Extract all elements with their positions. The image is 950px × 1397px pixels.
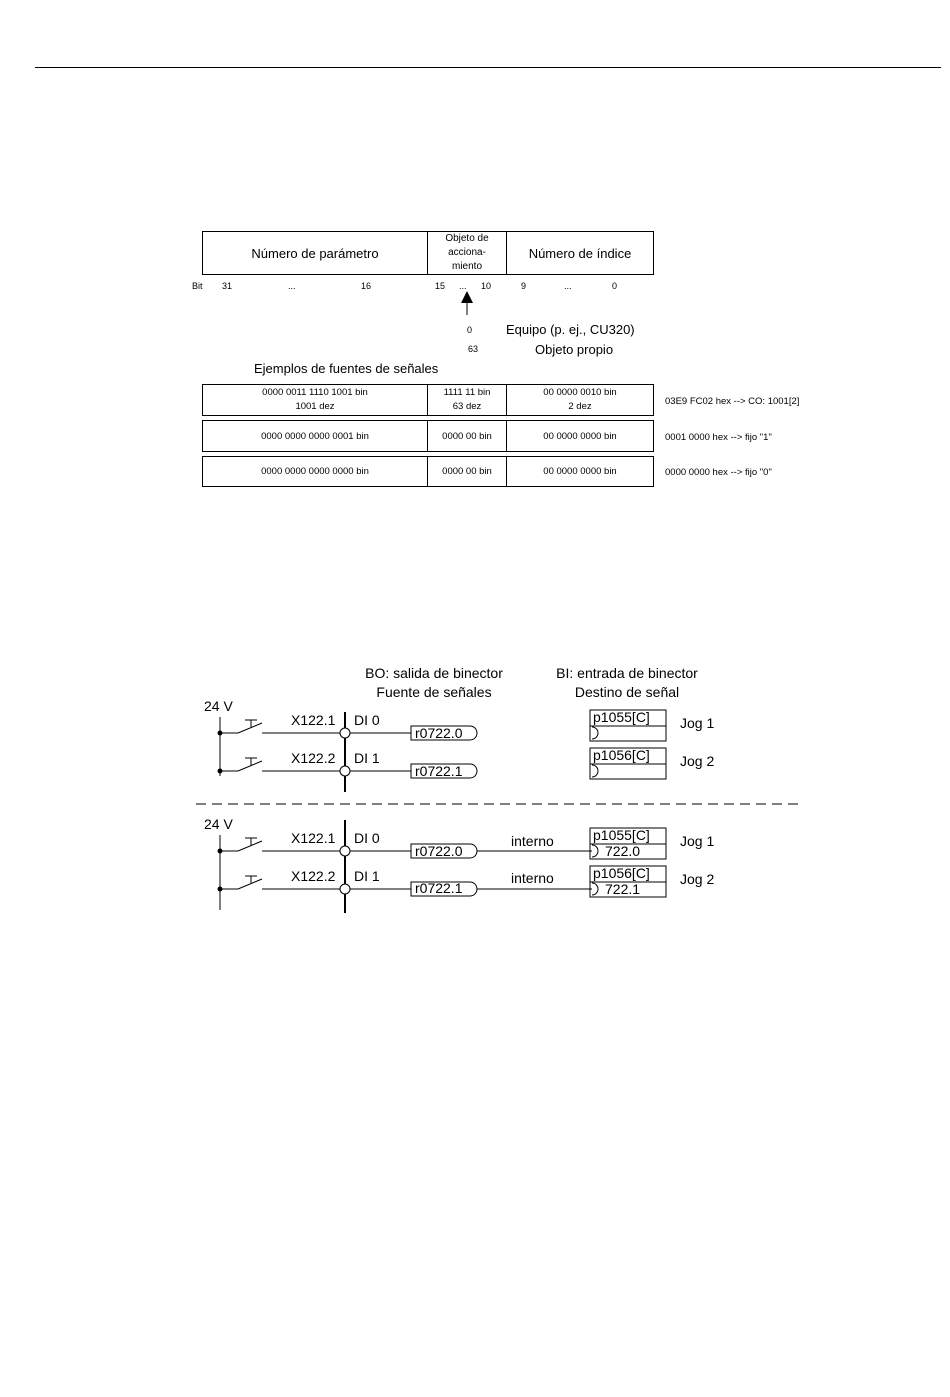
bottom-supply-label: 24 V [204,816,233,832]
bottom-row-2-di: DI 1 [354,868,380,884]
bit-dots-3: ... [564,281,572,291]
bottom-row-1-di: DI 0 [354,830,380,846]
terminal-circle [340,728,350,738]
drive-object-label-1: Objeto de [445,233,489,244]
bit-31: 31 [222,281,233,291]
example-1-param-bin: 0000 0011 1110 1001 bin [262,387,368,398]
junction-dot [218,887,223,892]
junction-dot [218,769,223,774]
example-2-param-bin: 0000 0000 0000 0001 bin [261,430,369,442]
top-row-2-di: DI 1 [354,750,380,766]
top-supply-label: 24 V [204,698,233,714]
bit-dots-2: ... [459,281,467,291]
terminal-circle [340,884,350,894]
example-3-param-bin: 0000 0000 0000 0000 bin [261,466,369,477]
top-row-1-jog: Jog 1 [680,715,715,731]
top-row-1-terminal: X122.1 [291,712,336,728]
example-3-obj-bin: 0000 00 bin [442,466,492,477]
bi-subtitle: Destino de señal [574,684,680,700]
terminal-circle [340,766,350,776]
bo-title: BO: salida de binector [365,665,503,681]
example-1-note: 03E9 FC02 hex --> CO: 1001[2] [665,396,800,407]
bottom-row-2-value: 722.1 [605,881,641,897]
bit-15: 15 [435,281,446,291]
bit-dots-1: ... [288,281,296,291]
bottom-row-1-terminal: X122.1 [291,830,336,846]
index-number-label: Número de índice [528,245,632,261]
object-value-0-num: 0 [467,325,473,335]
bottom-row-1-param: p1055[C] [593,827,650,843]
examples-title: Ejemplos de fuentes de señales [254,361,439,376]
bottom-row-1-output: r0722.0 [415,843,463,859]
bottom-row-1-value: 722.0 [605,843,641,859]
bottom-row-2-output: r0722.1 [415,880,463,896]
example-3-idx-bin: 00 0000 0000 bin [543,466,617,477]
example-2-idx-bin: 00 0000 0000 bin [543,430,617,442]
example-1-idx-bin: 00 0000 0010 bin [543,387,617,398]
bo-subtitle: Fuente de señales [376,684,492,700]
bottom-row-2-jog: Jog 2 [680,871,715,887]
bit-label: Bit [192,281,203,291]
drive-object-label-2: acciona- [448,247,486,258]
bit-10: 10 [481,281,492,291]
bit-0: 0 [612,281,618,291]
param-number-label: Número de parámetro [251,245,379,261]
bottom-row-2-link: interno [511,870,554,886]
example-2-obj-bin: 0000 00 bin [442,430,492,442]
drive-object-label-3: miento [451,261,482,272]
bottom-row-2-param: p1056[C] [593,865,650,881]
bit-9: 9 [521,281,527,291]
terminal-circle [340,846,350,856]
bi-title: BI: entrada de binector [556,665,698,681]
top-row-2-output: r0722.1 [415,763,463,779]
top-row-2-param: p1056[C] [593,747,650,763]
top-row-2-jog: Jog 2 [680,753,715,769]
example-1-obj-dec: 63 dez [452,401,482,412]
junction-dot [218,849,223,854]
top-row-1-di: DI 0 [354,712,380,728]
bottom-row-1-jog: Jog 1 [680,833,715,849]
example-1-param-dec: 1001 dez [295,401,335,412]
example-2-note: 0001 0000 hex --> fijo "1" [665,432,772,443]
junction-dot [218,731,223,736]
object-value-1-num: 63 [468,344,479,354]
bottom-row-2-terminal: X122.2 [291,868,336,884]
top-row-2-terminal: X122.2 [291,750,336,766]
top-row-1-output: r0722.0 [415,725,463,741]
bit-16: 16 [361,281,372,291]
example-3-note: 0000 0000 hex --> fijo "0" [665,467,772,478]
top-row-1-param: p1055[C] [593,709,650,725]
bottom-row-1-link: interno [511,833,554,849]
object-value-1-text: Objeto propio [535,342,614,357]
example-1-obj-bin: 1111 11 bin [443,387,491,398]
object-value-0-text: Equipo (p. ej., CU320) [506,322,635,337]
example-1-idx-dec: 2 dez [568,401,592,412]
